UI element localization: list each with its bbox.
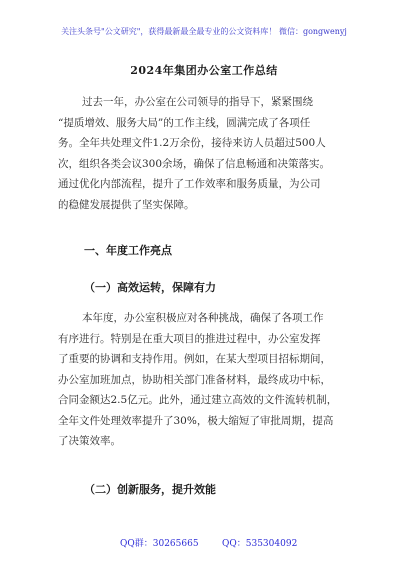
subsection-heading-1: （一）高效运转，保障有力: [84, 281, 216, 294]
sub1-line-7: 了决策效率。: [58, 435, 121, 447]
footer-qq-group: QQ群：30265665: [120, 539, 199, 549]
intro-line-3: 务。全年共处理文件1.2万余份，接待来访人员超过500人: [58, 137, 326, 149]
subsection-1-paragraph: [58, 308, 337, 452]
sub1-line-4: 办公室加班加点，协助相关部门准备材料，最终成功中标，: [58, 373, 331, 386]
intro-line-4: 次，组织各类会议300余场，确保了信息畅通和决策落实。: [58, 157, 331, 170]
footer-qq-contact: QQ：535304092: [222, 539, 298, 549]
sub1-line-6: 全年文件处理效率提升了30%，极大缩短了审批周期，提高: [58, 414, 334, 427]
header-banner: 关注头条号"公文研究"，获得最新最全最专业的公文资料库！ 微信：gongwenyj: [61, 27, 347, 36]
intro-line-1: 过去一年，办公室在公司领导的指导下，紧紧围绕: [82, 96, 313, 108]
sub1-line-1: 本年度，办公室积极应对各种挑战，确保了各项工作: [82, 312, 324, 324]
intro-line-2: “提质增效、服务大局”的工作主线，圆满完成了各项任: [58, 116, 311, 129]
document-title: 2024年集团办公室工作总结: [130, 64, 278, 77]
sub1-line-5: 合同金额达2.5亿元。此外，通过建立高效的文件流转机制，: [58, 394, 338, 406]
subsection-heading-2: （二）创新服务，提升效能: [84, 483, 216, 496]
section-heading-1: 一、年度工作亮点: [84, 244, 172, 257]
sub1-line-2: 有序进行。特别是在重大项目的推进过程中，办公室发挥: [58, 332, 321, 345]
intro-line-6: 的稳健发展提供了坚实保障。: [58, 198, 195, 211]
intro-paragraph: [58, 92, 330, 215]
sub1-line-3: 了重要的协调和支持作用。例如，在某大型项目招标期间，: [58, 353, 331, 365]
intro-line-5: 通过优化内部流程，提升了工作效率和服务质量，为公司: [58, 178, 321, 190]
